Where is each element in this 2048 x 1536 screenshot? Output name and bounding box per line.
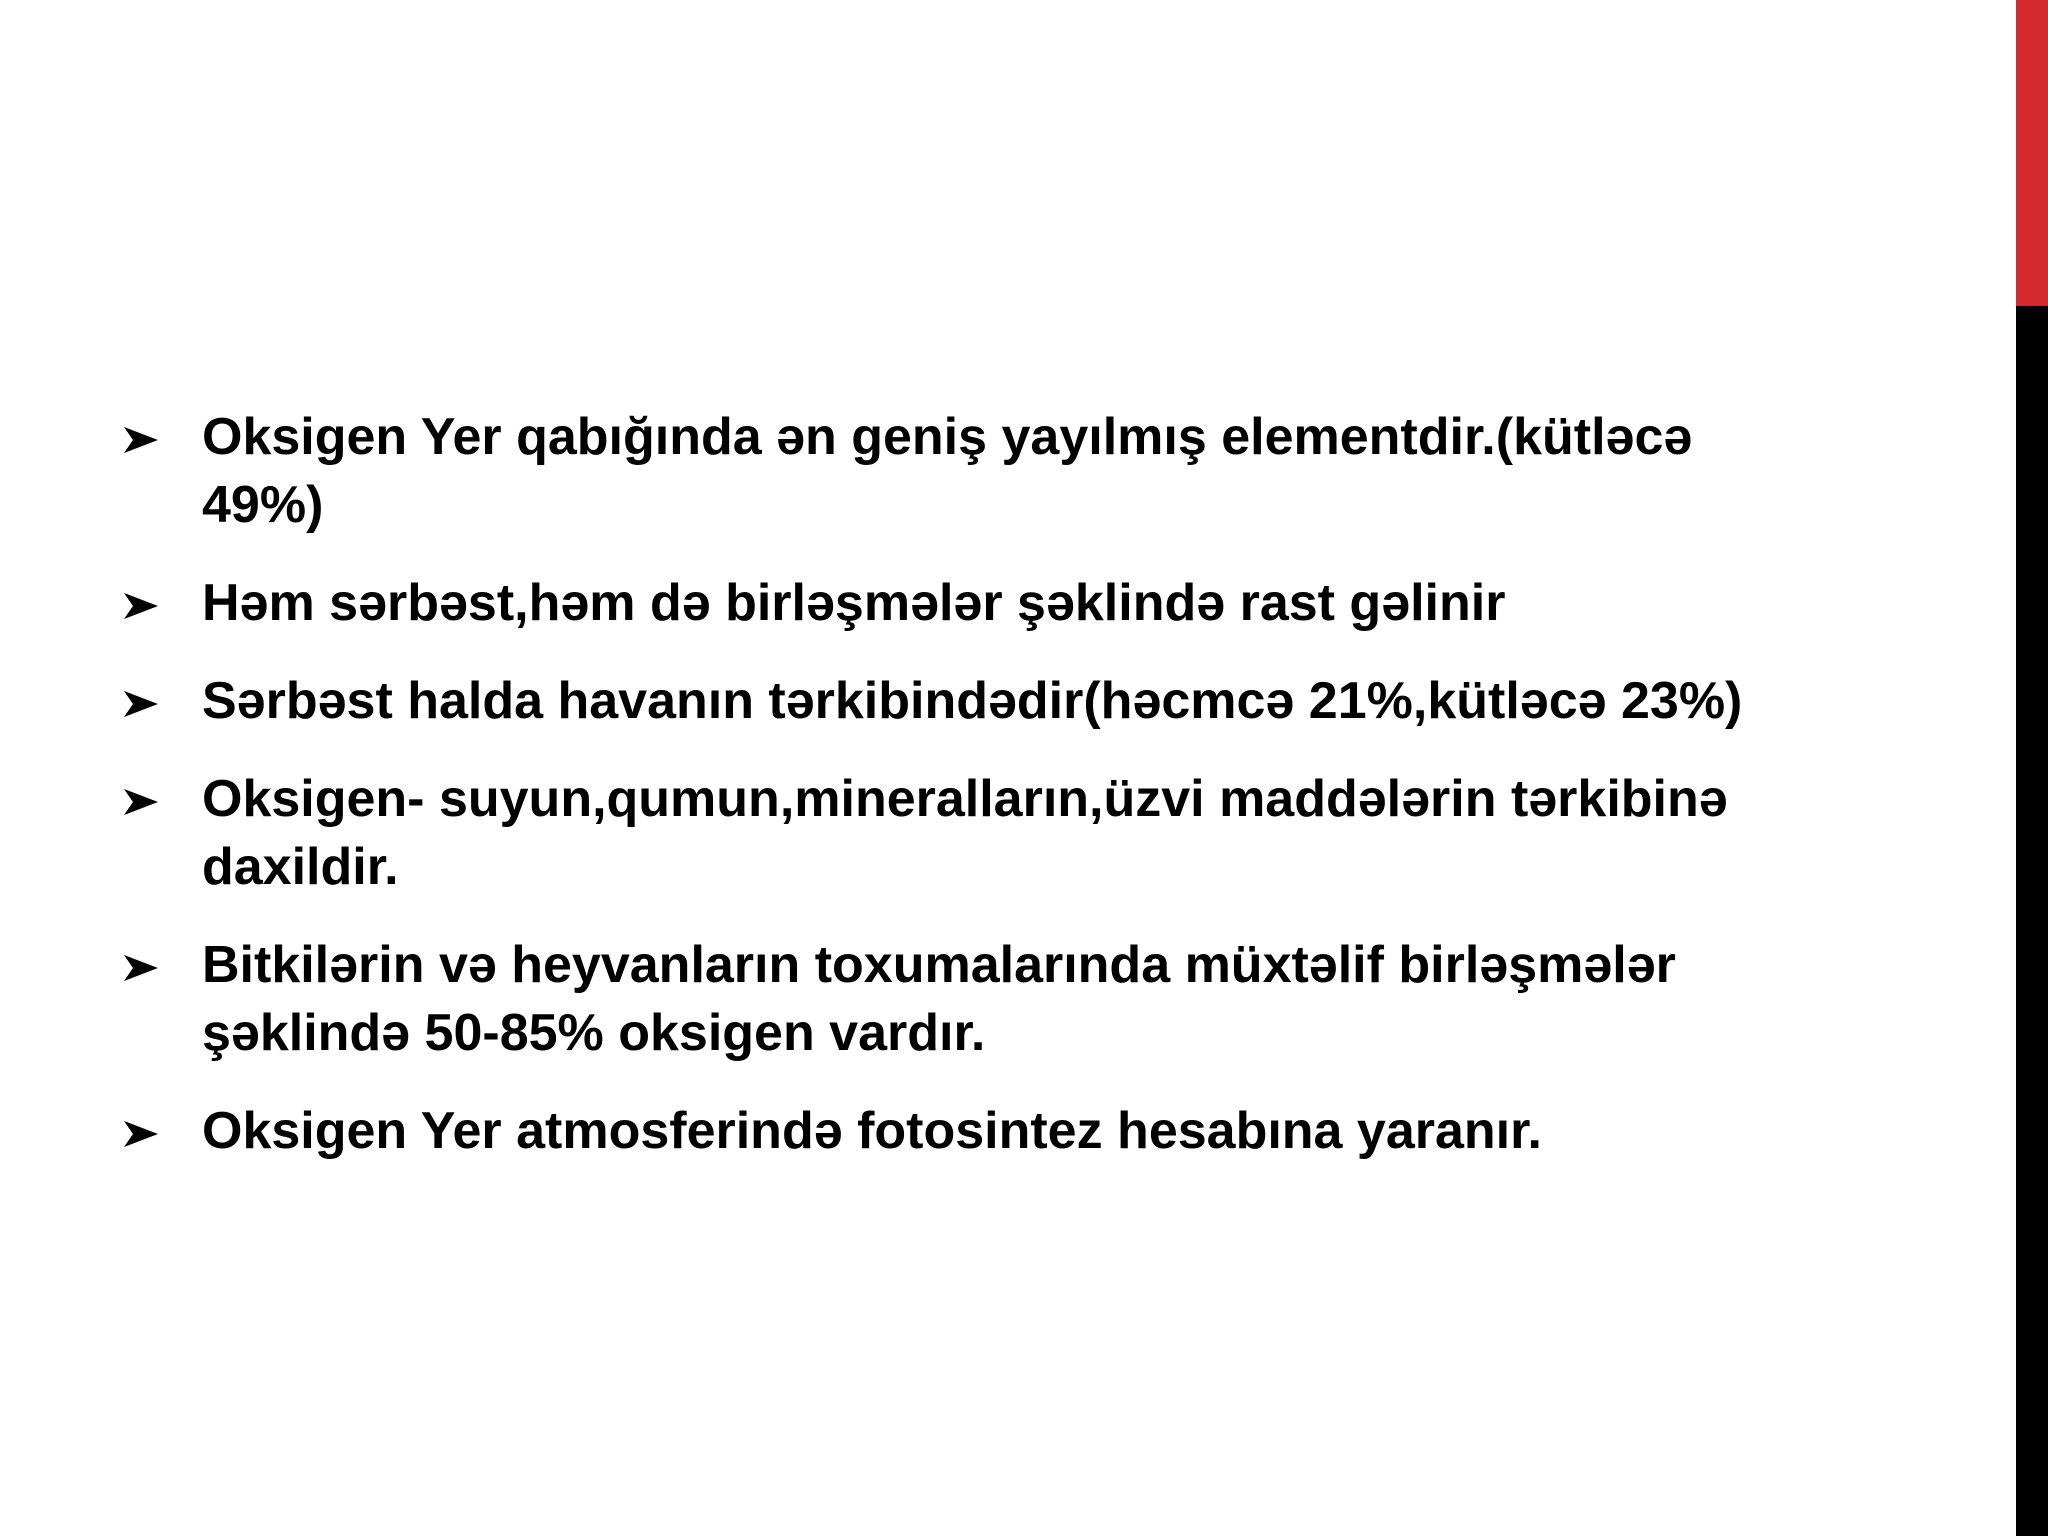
slide-content <box>122 403 1822 1195</box>
side-accent-black <box>2016 306 2048 1536</box>
arrowhead-bullet-icon <box>122 953 160 983</box>
arrowhead-bullet-icon <box>122 591 160 621</box>
bullet-list <box>122 403 1822 1165</box>
bullet-text: Həm sərbəst,həm də birləşmələr şəklində rast gəlinir <box>202 574 1506 632</box>
side-accent-bar <box>2016 0 2048 1536</box>
bullet-item <box>122 403 1822 539</box>
arrowhead-bullet-icon <box>122 425 160 455</box>
bullet-item <box>122 569 1822 637</box>
bullet-item <box>122 667 1822 735</box>
bullet-text: Oksigen Yer qabığında ən geniş yayılmış elementdir.(kütləcə 49%) <box>202 408 1693 534</box>
bullet-text: Oksigen- suyun,qumun,mineralların,üzvi maddələrin tərkibinə daxildir. <box>202 770 1728 896</box>
bullet-item <box>122 931 1822 1067</box>
arrowhead-bullet-icon <box>122 1119 160 1149</box>
bullet-item <box>122 765 1822 901</box>
arrowhead-bullet-icon <box>122 689 160 719</box>
bullet-text: Bitkilərin və heyvanların toxumalarında müxtəlif birləşmələr şəklində 50-85% oksigen vardır. <box>202 936 1676 1062</box>
bullet-item <box>122 1097 1822 1165</box>
side-accent-red <box>2016 0 2048 306</box>
bullet-text: Oksigen Yer atmosferində fotosintez hesabına yaranır. <box>202 1102 1542 1160</box>
bullet-text: Sərbəst halda havanın tərkibindədir(həcmcə 21%,kütləcə 23%) <box>202 672 1743 730</box>
arrowhead-bullet-icon <box>122 787 160 817</box>
